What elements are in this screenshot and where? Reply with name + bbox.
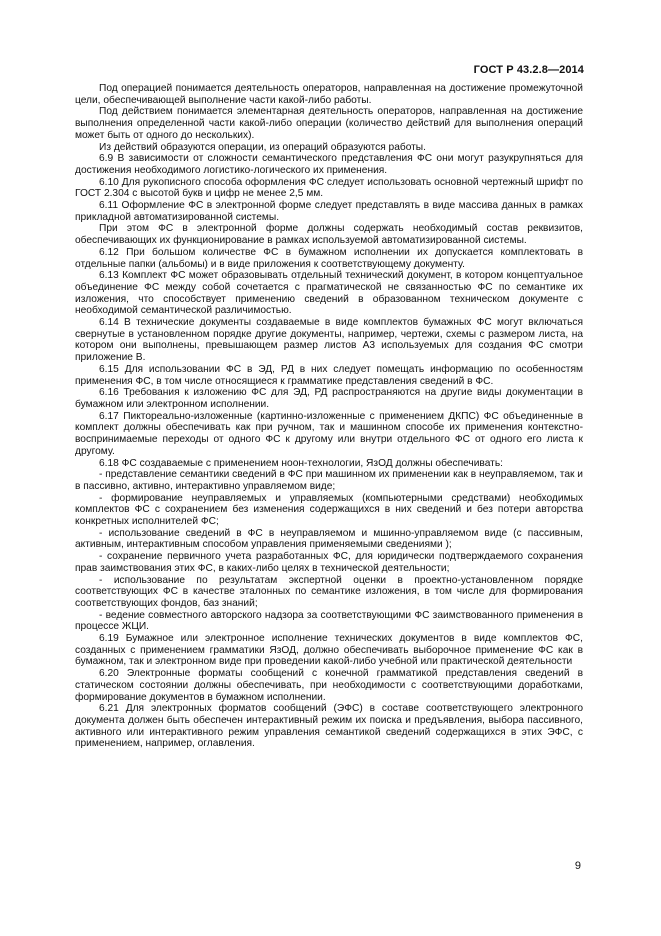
paragraph: 6.15 Для использовании ФС в ЭД, РД в них следует помещать информацию по особенностям применения ФС, в том числе относящиеся к грамматике представления сведений в ФС.: [75, 363, 583, 387]
paragraph: 6.12 При большом количестве ФС в бумажном исполнении их допускается комплектовать в отдельные папки (альбомы) и в виде приложения к соответствующему документу.: [75, 246, 583, 270]
body-text: [75, 83, 583, 750]
document-header: ГОСТ Р 43.2.8—2014: [473, 64, 584, 76]
list-item: - использование сведений в ФС в неуправляемом и мшинно-управляемом виде (с пассивным, активным, интерактивным способом управления применяемыми сведениями );: [75, 527, 583, 551]
list-item: - представление семантики сведений в ФС при машинном их применении как в неуправляемом, так и в пассивно, активно, интерактивно управляемом виде;: [75, 469, 583, 492]
paragraph: 6.11 Оформление ФС в электронной форме следует представлять в виде массива данных в рамках прикладной автоматизированной системы.: [75, 200, 583, 223]
paragraph: При этом ФС в электронной форме должны содержать необходимый состав реквизитов, обеспечивающих их функционирование в рамках используемой автоматизированной системы.: [75, 223, 583, 247]
paragraph: 6.21 Для электронных форматов сообщений (ЭФС) в составе соответствующего электронного документа должен быть обеспечен интерактивный режим их поиска и предъявления, выбора пассивного, активного или интерактивного режим управления семантикой сведений содержащихся в этих ЭФС, с применением, например, оглавления.: [75, 703, 583, 750]
page-number: 9: [574, 860, 581, 872]
paragraph: Под действием понимается элементарная деятельность операторов, направленная на достижение выполнения определенной части какой-либо операции (количество действий для выполнения операций может быть от одного до нескольких).: [75, 106, 583, 141]
paragraph: 6.16 Требования к изложению ФС для ЭД, РД распространяются на другие виды документации в бумажном или электронном исполнении.: [75, 387, 583, 410]
paragraph: 6.13 Комплект ФС может образовывать отдельный технический документ, в котором концептуальное объединение ФС между собой сочетается с прагматической не связанностью ФС по семантике их изложения, что способствует применению сведений в образованном техническом документе с необходимой семантической различимостью.: [75, 270, 583, 317]
paragraph: 6.14 В технические документы создаваемые в виде комплектов бумажных ФС могут включаться свернутые в установленном порядке другие документы, например, чертежи, схемы с размером листа, на котором они выполнены, превышающем размер листов А3 используемых для создания ФС смотри приложение В.: [75, 317, 583, 364]
list-item: - ведение совместного авторского надзора за соответствующими ФС заимствованного применения в процессе ЖЦИ.: [75, 609, 583, 633]
paragraph: 6.17 Пиктореально-изложенные (картинно-изложенные с применением ДКПС) ФС объединенные в комплект должны обеспечивать как при ручном, так и машинном способе их применения контекстно-воспринимаемые переходы от одного ФС к другому или внутри отдельного ФС от одного его листа к другому.: [75, 410, 583, 457]
paragraph: 6.10 Для рукописного способа оформления ФС следует использовать основной чертежный шрифт по ГОСТ 2.304 с высотой букв и цифр не менее 2,5 мм.: [75, 176, 583, 200]
list-item: - сохранение первичного учета разработанных ФС, для юридически подтверждаемого сохранения прав заимствования этих ФС, в каких-либо целях в технической деятельности;: [75, 551, 583, 574]
list-item: - формирование неуправляемых и управляемых (компьютерными средствами) необходимых комплектов ФС с сохранением без изменения содержащихся в них сведений и без потери авторства конкретных исполнителей ФС;: [75, 492, 583, 528]
paragraph: 6.18 ФС создаваемые с применением ноон-технологии, ЯзОД должны обеспечивать:: [99, 457, 503, 469]
paragraph: Из действий образуются операции, из операций образуются работы.: [99, 141, 426, 153]
list-item: - использование по результатам экспертной оценки в проектно-установленном порядке соответствующих ФС в качестве эталонных по семантике изложения, в том числе для формирования соответствующих фондов, баз знаний;: [75, 574, 583, 609]
paragraph: 6.9 В зависимости от сложности семантического представления ФС они могут разукрупняться для достижения необходимого логистико-логического их применения.: [75, 153, 583, 176]
paragraph: 6.19 Бумажное или электронное исполнение технических документов в виде комплектов ФС, созданных с применением грамматики ЯзОД, должно обеспечивать выборочное применение ФС как в бумажном, так и электронном виде при проведении какой-либо учебной или практической деятельности: [75, 633, 583, 668]
paragraph: 6.20 Электронные форматы сообщений с конечной грамматикой представления сведений в статическом состоянии должны обеспечивать, при необходимости с соответствующими доработками, формирование документов в бумажном исполнении.: [75, 668, 583, 703]
paragraph: Под операцией понимается деятельность операторов, направленная на достижение промежуточной цели, обеспечивающей выполнение части какой-либо работы.: [75, 83, 583, 106]
